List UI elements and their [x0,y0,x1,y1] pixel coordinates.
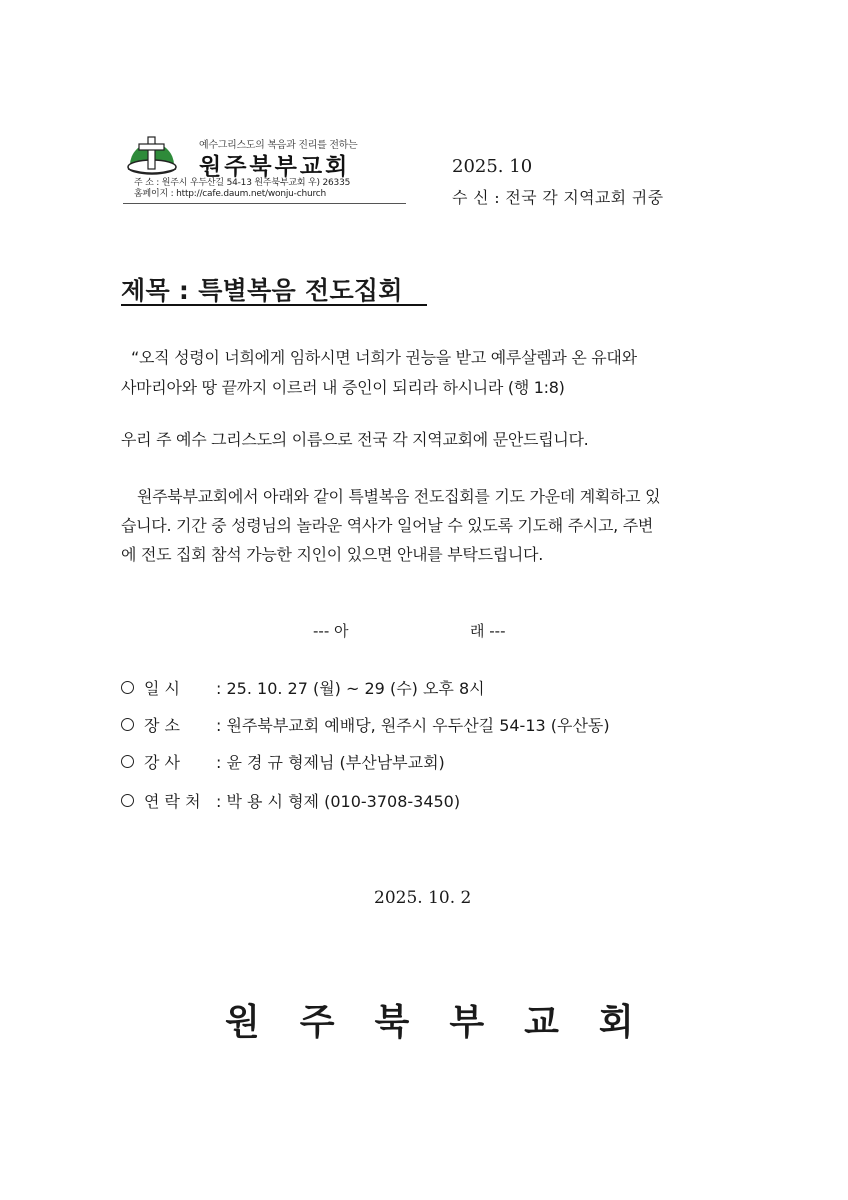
verse-line-1: “오직 성령이 너희에게 임하시면 너희가 권능을 받고 예루살렘과 온 유대와 [131,348,637,367]
detail-item-contact [121,789,460,812]
letterhead-tagline: 예수그리스도의 복음과 진리를 전하는 [199,140,358,151]
letterhead-divider [123,203,406,204]
circle-bullet-icon [121,718,134,731]
letterhead-address: 주 소 : 원주시 우두산길 54-13 원주북부교회 우) 26335 [134,178,351,188]
detail-item-place [121,713,610,736]
detail-label: 장 소 [144,716,180,735]
detail-value: : 25. 10. 27 (월) ~ 29 (수) 오후 8시 [216,679,485,698]
detail-value: : 윤 경 규 형제님 (부산남부교회) [216,753,445,772]
subject-underline [121,304,427,306]
subject-title: 제목 : 특별복음 전도집회 [121,276,403,305]
detail-value: : 원주북부교회 예배당, 원주시 우두산길 54-13 (우산동) [216,716,610,735]
main-paragraph-line-3: 에 전도 집회 참석 가능한 지인이 있으면 안내를 부탁드립니다. [121,545,543,564]
main-paragraph-line-1: 원주북부교회에서 아래와 같이 특별복음 전도집회를 기도 가운데 계획하고 있 [137,487,661,506]
greeting: 우리 주 예수 그리스도의 이름으로 전국 각 지역교회에 문안드립니다. [121,430,589,449]
circle-bullet-icon [121,794,134,807]
detail-label: 연 락 처 [144,792,201,811]
recipient: 수 신 : 전국 각 지역교회 귀중 [452,188,664,207]
detail-item-date [121,676,485,699]
signature-church-name: 원주북부교회 [225,1001,674,1043]
detail-item-speaker [121,750,445,773]
details-heading-right: 래 --- [470,622,506,640]
circle-bullet-icon [121,755,134,768]
detail-value: : 박 용 시 형제 (010-3708-3450) [216,792,461,811]
verse-line-2: 사마리아와 땅 끝까지 이르러 내 증인이 되리라 하시니라 (행 1:8) [121,378,565,397]
detail-label: 강 사 [144,753,180,772]
signature-date: 2025. 10. 2 [374,888,472,908]
main-paragraph-line-2: 습니다. 기간 중 성령님의 놀라운 역사가 일어날 수 있도록 기도해 주시고, 주변 [121,516,654,535]
cross-globe-icon [126,131,178,175]
document-date: 2025. 10 [452,156,533,177]
letterhead-church-name: 원주북부교회 [199,154,351,180]
letterhead-homepage: 홈페이지 : http://cafe.daum.net/wonju-church [134,189,327,199]
details-heading-left: --- 아 [313,622,349,640]
detail-label: 일 시 [144,679,180,698]
circle-bullet-icon [121,681,134,694]
